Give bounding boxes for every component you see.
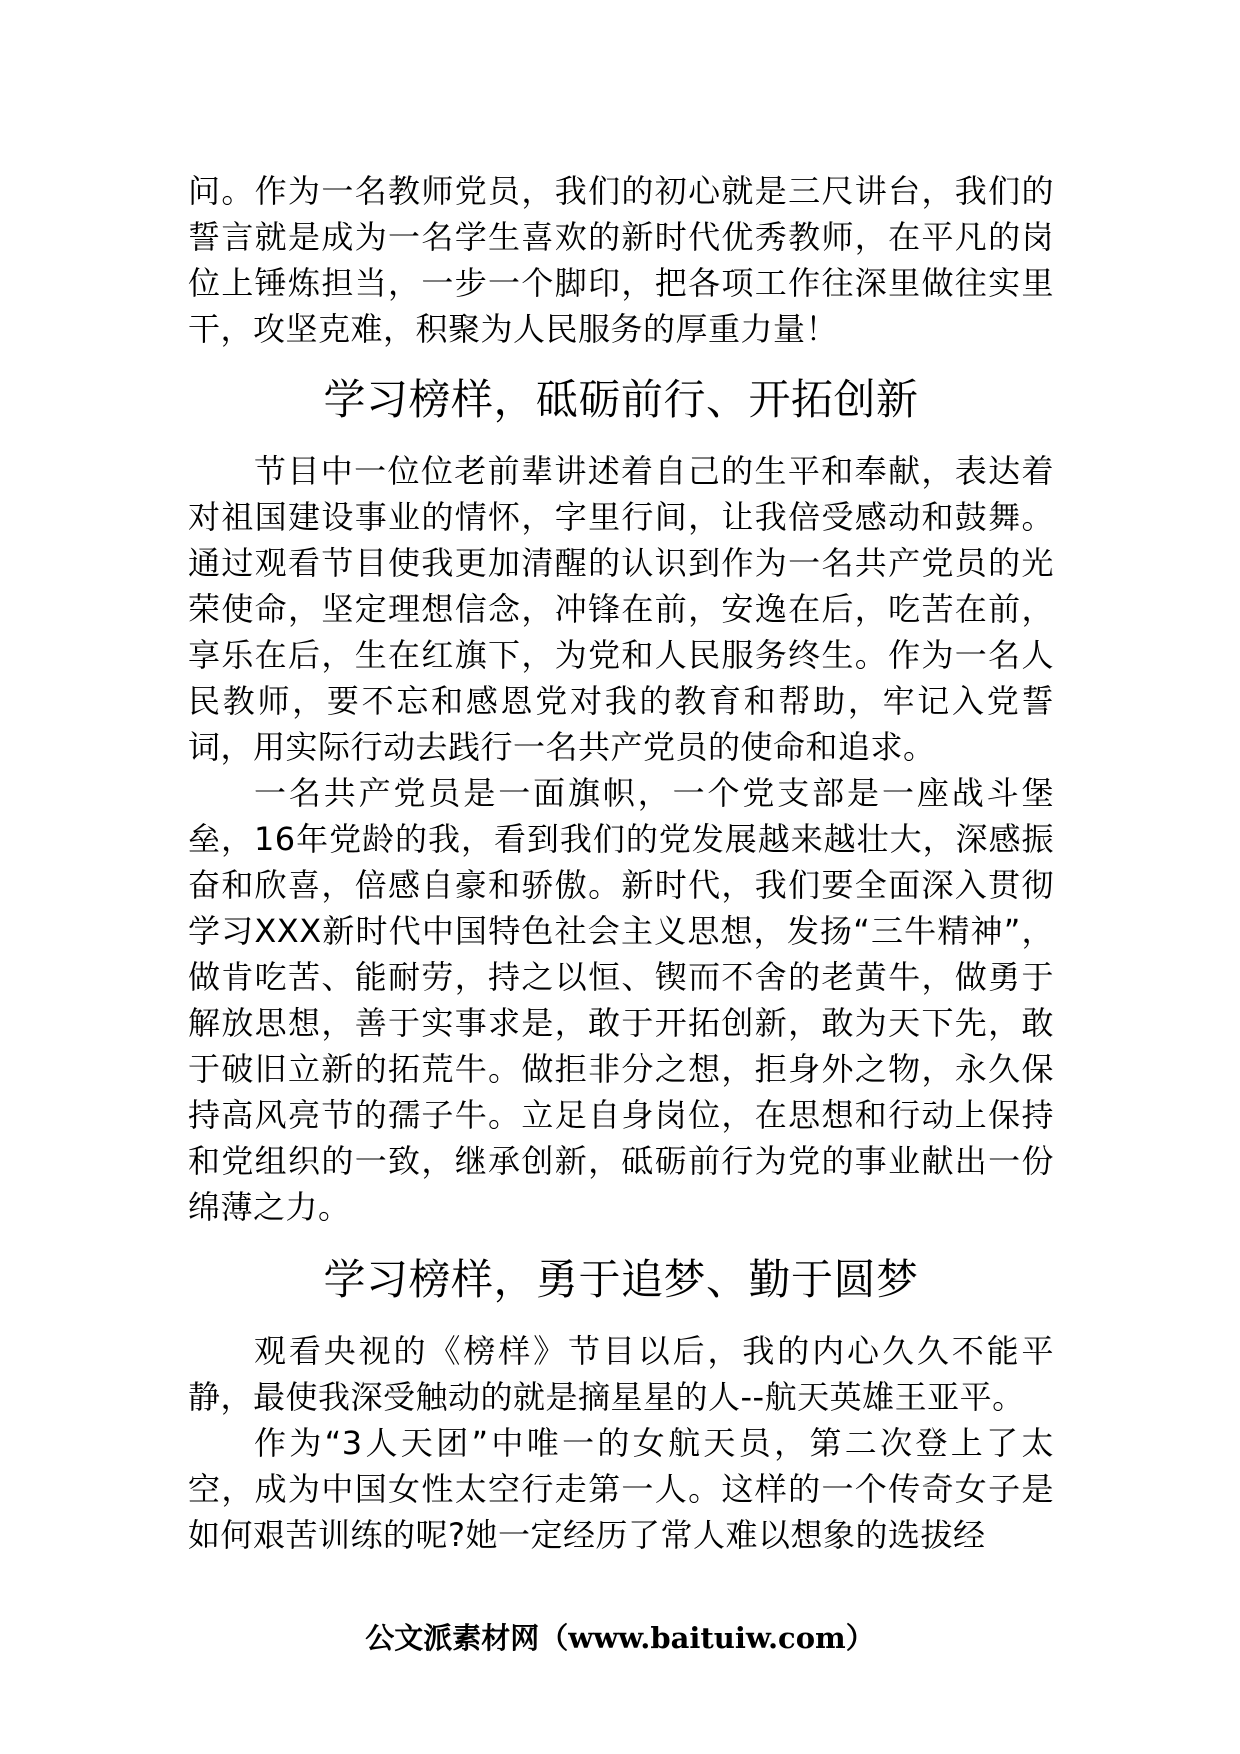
paragraph-continued: 问。作为一名教师党员，我们的初心就是三尺讲台，我们的誓言就是成为一名学生喜欢的新时代优秀教师，在平凡的岗位上锤炼担当，一步一个脚印，把各项工作往深里做往实里干，攻坚克难，积聚为人民服务的厚重力量！ — [188, 172, 1054, 348]
section-heading-2: 学习榜样，勇于追梦、勤于圆梦 — [323, 1255, 919, 1304]
paragraph-1: 节目中一位位老前辈讲述着自己的生平和奉献，表达着对祖国建设事业的情怀，字里行间，让我倍受感动和鼓舞。通过观看节目使我更加清醒的认识到作为一名共产党员的光荣使命，坚定理想信念，冲锋在前，安逸在后，吃苦在前，享乐在后，生在红旗下，为党和人民服务终生。作为一名人民教师，要不忘和感恩党对我的教育和帮助，牢记入党誓词，用实际行动去践行一名共产党员的使命和追求。 — [188, 452, 1054, 766]
paragraph-4: 作为“3人天团”中唯一的女航天员，第二次登上了太空，成为中国女性太空行走第一人。这样的一个传奇女子是如何艰苦训练的呢?她一定经历了常人难以想象的选拔经 — [188, 1424, 1054, 1554]
paragraph-3: 观看央视的《榜样》节目以后，我的内心久久不能平静，最使我深受触动的就是摘星星的人--航天英雄王亚平。 — [188, 1332, 1054, 1416]
paragraph-2: 一名共产党员是一面旗帜，一个党支部是一座战斗堡垒，16年党龄的我，看到我们的党发展越来越壮大，深感振奋和欣喜，倍感自豪和骄傲。新时代，我们要全面深入贯彻学习XXX新时代中国特色社会主义思想，发扬“三牛精神”，做肯吃苦、能耐劳，持之以恒、锲而不舍的老黄牛，做勇于解放思想，善于实事求是，敢于开拓创新，敢为天下先，敢于破旧立新的拓荒牛。做拒非分之想，拒身外之物，永久保持高风亮节的孺子牛。立足自身岗位，在思想和行动上保持和党组织的一致，继承创新，砥砺前行为党的事业献出一份绵薄之力。 — [188, 774, 1054, 1226]
section-heading-1: 学习榜样，砥砺前行、开拓创新 — [323, 375, 919, 424]
document-body — [188, 168, 1054, 1558]
page-footer-source: 公文派素材网（www.baituiw.com） — [365, 1621, 875, 1655]
